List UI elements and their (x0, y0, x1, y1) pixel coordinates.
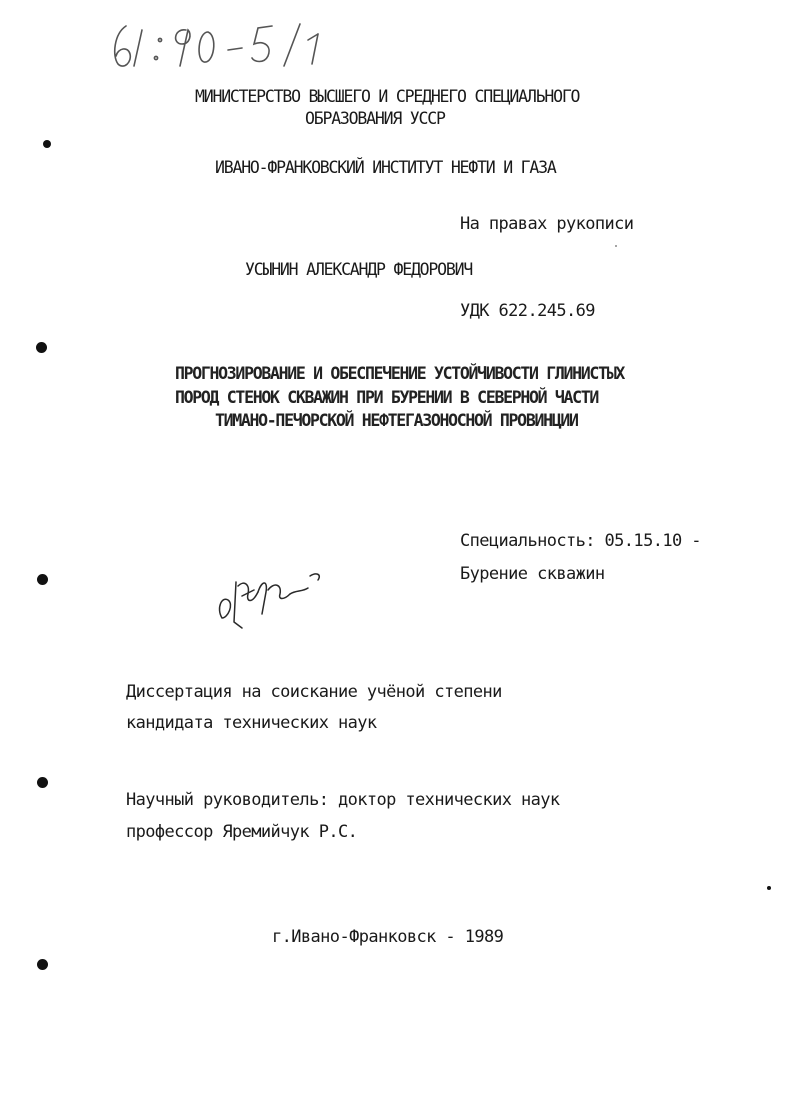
archive-mark-digit (115, 26, 131, 66)
institute-name: ИВАНО-ФРАНКОВСКИЙ ИНСТИТУТ НЕФТИ И ГАЗА (215, 158, 556, 177)
archive-mark-digit (176, 30, 190, 66)
ministry-line-2: ОБРАЗОВАНИЯ УССР (305, 109, 445, 128)
speck-mark (767, 886, 771, 890)
archive-mark-digit (312, 34, 318, 64)
thesis-title-line-1: ПРОГНОЗИРОВАНИЕ И ОБЕСПЕЧЕНИЕ УСТОЙЧИВОСТИ ГЛИНИСТЫХ (175, 364, 624, 383)
manuscript-note: На правах рукописи (460, 214, 634, 234)
speck-mark (615, 245, 617, 247)
punch-hole-mark (43, 140, 51, 148)
punch-hole-mark (37, 777, 48, 788)
punch-hole-mark (36, 342, 47, 353)
punch-hole-mark (37, 959, 48, 970)
author-name: УСЫНИН АЛЕКСАНДР ФЕДОРОВИЧ (245, 260, 473, 279)
city-year: г.Ивано-Франковск - 1989 (272, 927, 504, 947)
author-signature (212, 562, 330, 632)
supervisor-line-2: профессор Яремийчук Р.С. (126, 822, 358, 842)
specialty-line-2: Бурение скважин (460, 564, 605, 584)
archive-mark-digit (134, 30, 142, 66)
dissertation-line-2: кандидата технических наук (126, 713, 377, 733)
punch-hole-mark (37, 574, 48, 585)
specialty-line-1: Специальность: 05.15.10 - (460, 531, 701, 551)
udc-code: УДК 622.245.69 (460, 301, 595, 321)
archive-mark-digit (252, 26, 272, 62)
supervisor-line-1: Научный руководитель: доктор технических наук (126, 790, 560, 810)
ministry-line-1: МИНИСТЕРСТВО ВЫСШЕГО И СРЕДНЕГО СПЕЦИАЛЬНОГО (195, 87, 580, 106)
dissertation-line-1: Диссертация на соискание учёной степени (126, 682, 502, 702)
thesis-title-line-3: ТИМАНО-ПЕЧОРСКОЙ НЕФТЕГАЗОНОСНОЙ ПРОВИНЦИИ (215, 411, 578, 430)
thesis-title-line-2: ПОРОД СТЕНОК СКВАЖИН ПРИ БУРЕНИИ В СЕВЕРНОЙ ЧАСТИ (175, 388, 599, 407)
archive-mark-digit (199, 32, 214, 62)
archive-mark-handwritten (104, 16, 364, 72)
